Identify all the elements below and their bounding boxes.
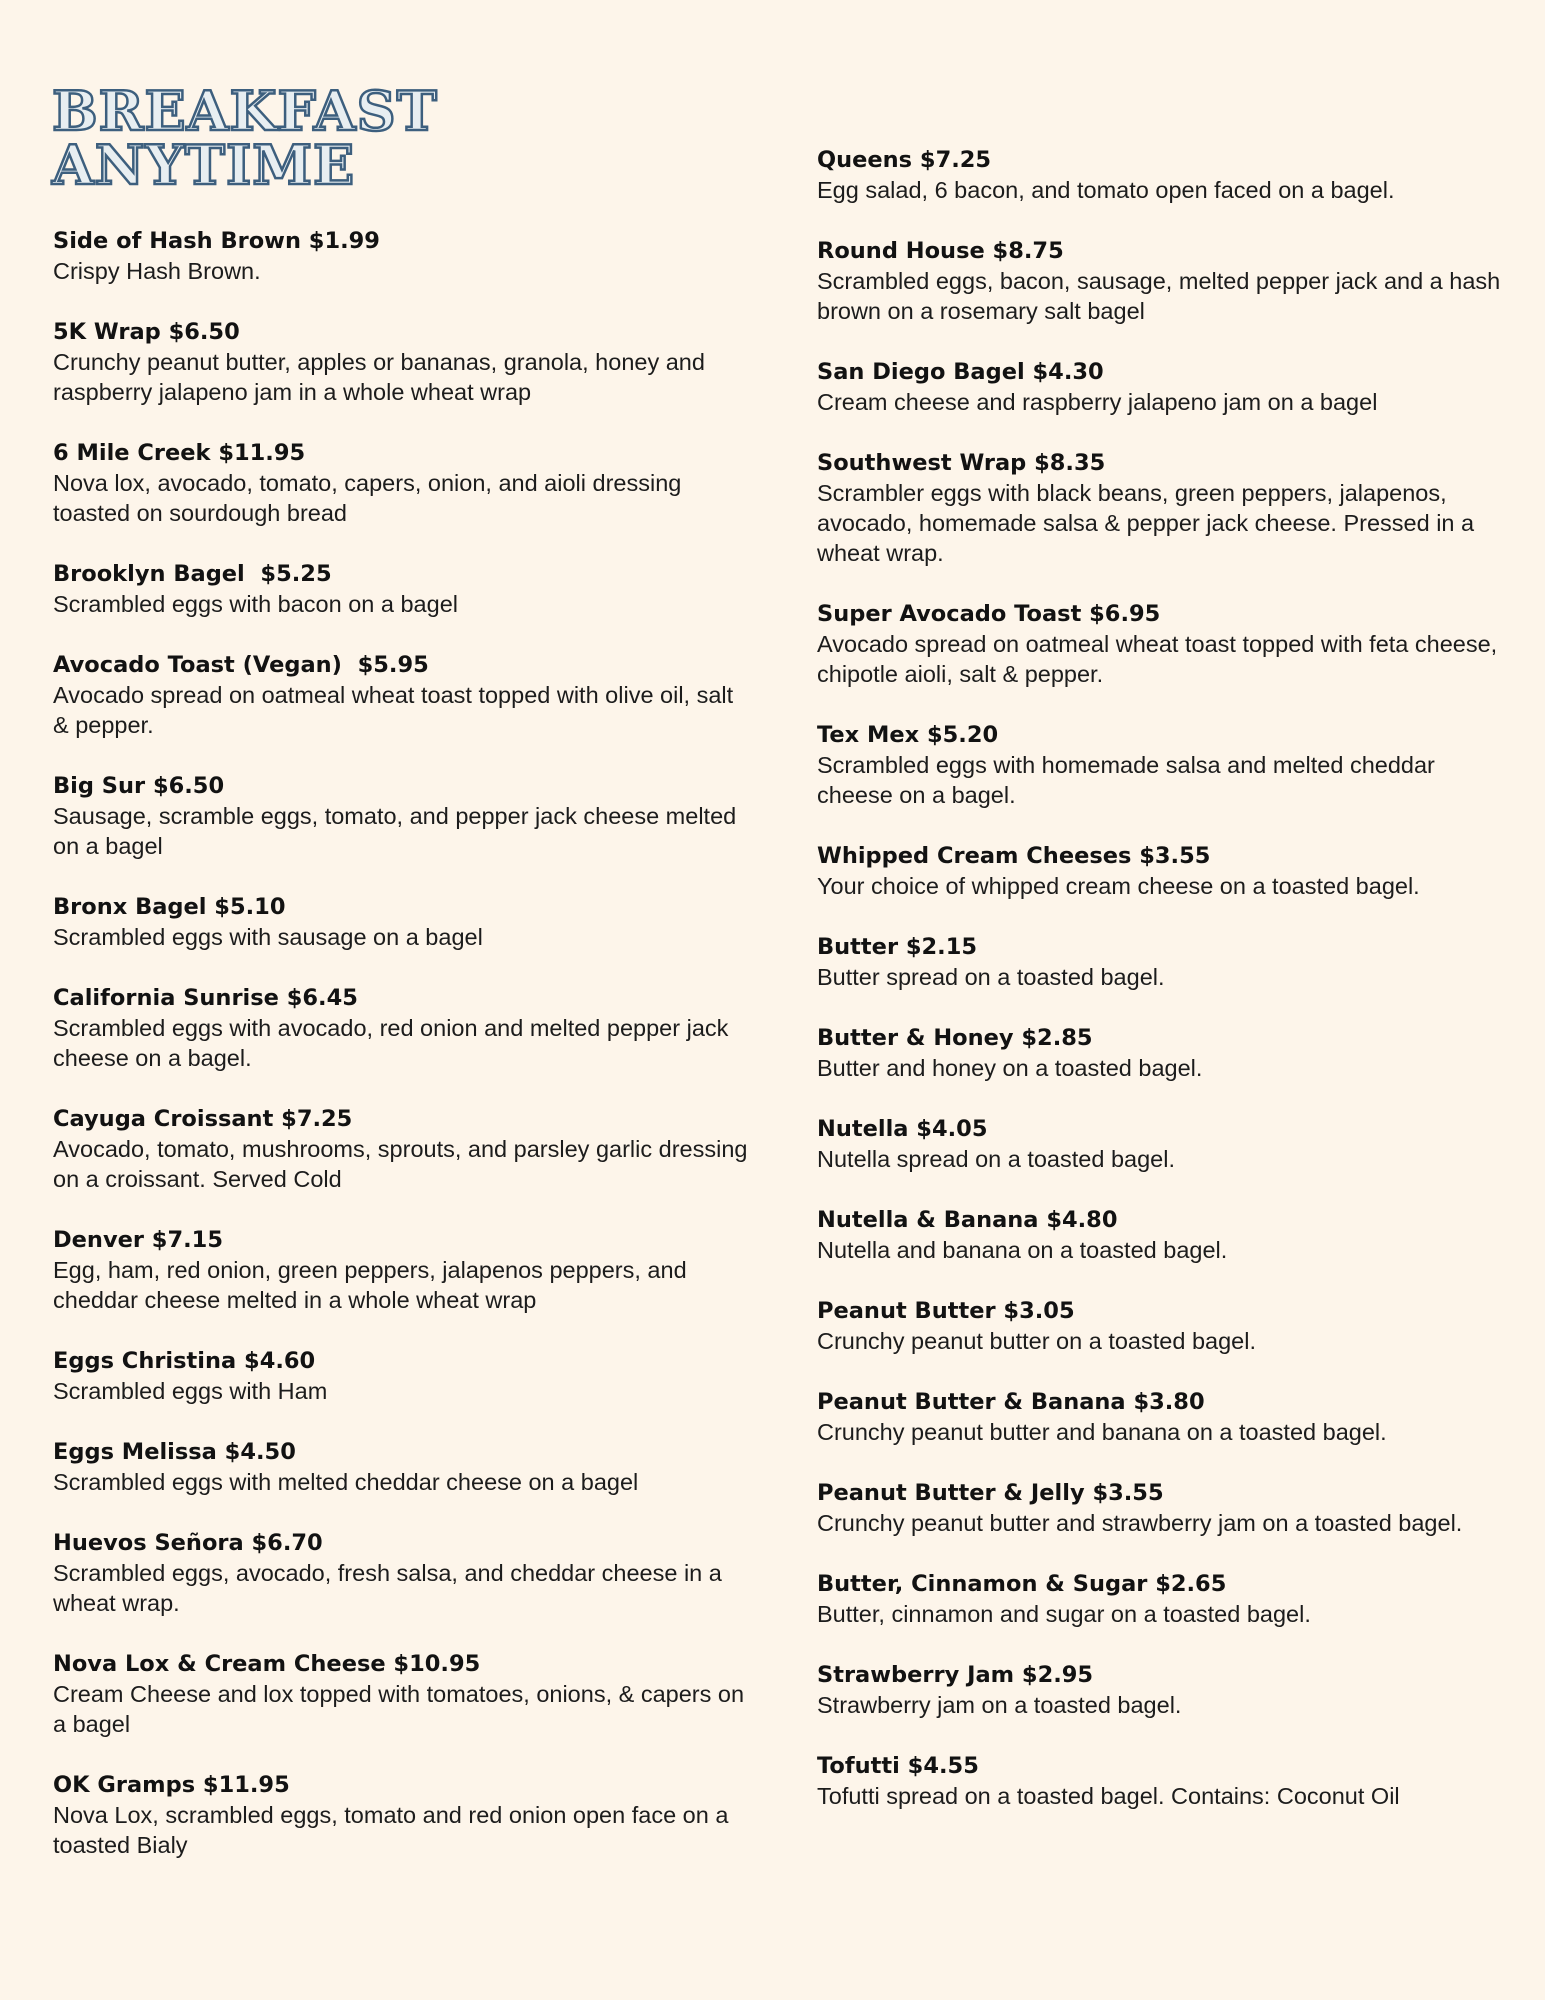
menu-item-description: Cream cheese and raspberry jalapeno jam on a bagel [817, 389, 1378, 415]
menu-item-name: Queens $7.25 [817, 147, 992, 173]
menu-item [817, 932, 1517, 992]
menu-item [53, 226, 753, 286]
menu-item-name: 5K Wrap $6.50 [53, 319, 240, 345]
menu-item-name: Huevos Señora $6.70 [53, 1530, 323, 1556]
menu-item [817, 1660, 1517, 1720]
menu-item-description: Strawberry jam on a toasted bagel. [817, 1692, 1182, 1718]
menu-item-name: Nova Lox & Cream Cheese $10.95 [53, 1651, 481, 1677]
menu-item-description: Scrambled eggs with Ham [53, 1378, 328, 1404]
menu-item-description: Scrambled eggs, bacon, sausage, melted pepper jack and a hash brown on a rosemary salt bagel [817, 268, 1501, 324]
menu-item-name: Butter & Honey $2.85 [817, 1025, 1093, 1051]
page-title [52, 79, 438, 197]
menu-item-description: Butter spread on a toasted bagel. [817, 964, 1165, 990]
menu-item-name: Big Sur $6.50 [53, 773, 225, 799]
menu-item-description: Egg salad, 6 bacon, and tomato open faced on a bagel. [817, 177, 1395, 203]
menu-item [817, 236, 1517, 326]
menu-item [53, 650, 753, 740]
menu-item [817, 1114, 1517, 1174]
menu-item [817, 1387, 1517, 1447]
menu-item [53, 1346, 753, 1406]
menu-item-description: Crunchy peanut butter and banana on a toasted bagel. [817, 1419, 1387, 1445]
page-title-line-1: BREAKFAST [52, 79, 438, 143]
menu-item-name: Butter $2.15 [817, 934, 978, 960]
menu-item [817, 1205, 1517, 1265]
menu-item [817, 357, 1517, 417]
menu-item-description: Avocado, tomato, mushrooms, sprouts, and parsley garlic dressing on a croissant. Served Cold [53, 1136, 748, 1192]
menu-item-description: Butter, cinnamon and sugar on a toasted bagel. [817, 1601, 1311, 1627]
menu-item-name: Brooklyn Bagel $5.25 [53, 561, 332, 587]
menu-item-description: Cream Cheese and lox topped with tomatoes, onions, & capers on a bagel [53, 1681, 745, 1737]
menu-item-name: Butter, Cinnamon & Sugar $2.65 [817, 1571, 1227, 1597]
menu-item [53, 1437, 753, 1497]
menu-column-right [817, 145, 1517, 1842]
menu-item-name: Denver $7.15 [53, 1227, 223, 1253]
menu-item [53, 1104, 753, 1194]
menu-item-name: Peanut Butter & Jelly $3.55 [817, 1480, 1164, 1506]
menu-item-name: Nutella & Banana $4.80 [817, 1207, 1118, 1233]
menu-item [817, 1569, 1517, 1629]
menu-item-description: Your choice of whipped cream cheese on a toasted bagel. [817, 873, 1420, 899]
menu-item-description: Sausage, scramble eggs, tomato, and pepper jack cheese melted on a bagel [53, 803, 737, 859]
menu-item [817, 448, 1517, 568]
menu-item-name: Tofutti $4.55 [817, 1753, 979, 1779]
menu-item [817, 720, 1517, 810]
menu-item-description: Scrambled eggs with bacon on a bagel [53, 591, 458, 617]
menu-item [53, 317, 753, 407]
menu-item-name: Peanut Butter $3.05 [817, 1298, 1075, 1324]
menu-item-name: Round House $8.75 [817, 238, 1064, 264]
menu-item [817, 599, 1517, 689]
menu-item-description: Crispy Hash Brown. [53, 258, 261, 284]
menu-item-description: Nova Lox, scrambled eggs, tomato and red onion open face on a toasted Bialy [53, 1802, 729, 1858]
menu-item [53, 1770, 753, 1860]
menu-item [817, 841, 1517, 901]
menu-item [53, 438, 753, 528]
menu-item-name: Strawberry Jam $2.95 [817, 1662, 1094, 1688]
menu-item-name: Super Avocado Toast $6.95 [817, 601, 1161, 627]
menu-item-description: Avocado spread on oatmeal wheat toast topped with olive oil, salt & pepper. [53, 682, 734, 738]
menu-item [53, 892, 753, 952]
menu-item-description: Crunchy peanut butter on a toasted bagel. [817, 1328, 1256, 1354]
menu-item [53, 1225, 753, 1315]
menu-item-name: Bronx Bagel $5.10 [53, 894, 286, 920]
menu-item-description: Tofutti spread on a toasted bagel. Contains: Coconut Oil [817, 1783, 1400, 1809]
menu-item [817, 1023, 1517, 1083]
menu-item-name: Nutella $4.05 [817, 1116, 988, 1142]
menu-item-description: Avocado spread on oatmeal wheat toast topped with feta cheese, chipotle aioli, salt & pepper. [817, 631, 1498, 687]
menu-item-description: Scrambled eggs with homemade salsa and melted cheddar cheese on a bagel. [817, 752, 1435, 808]
menu-item-name: California Sunrise $6.45 [53, 985, 358, 1011]
menu-item-name: Eggs Melissa $4.50 [53, 1439, 296, 1465]
menu-item [817, 145, 1517, 205]
menu-item [53, 983, 753, 1073]
menu-item [817, 1478, 1517, 1538]
menu-item [53, 559, 753, 619]
menu-item [53, 1649, 753, 1739]
menu-item-description: Crunchy peanut butter and strawberry jam on a toasted bagel. [817, 1510, 1463, 1536]
menu-item-description: Egg, ham, red onion, green peppers, jalapenos peppers, and cheddar cheese melted in a whole wheat wrap [53, 1257, 687, 1313]
menu-item-name: Southwest Wrap $8.35 [817, 450, 1106, 476]
menu-item-name: San Diego Bagel $4.30 [817, 359, 1104, 385]
menu-item-name: Avocado Toast (Vegan) $5.95 [53, 652, 429, 678]
menu-item [53, 1528, 753, 1618]
menu-item-description: Scrambled eggs with avocado, red onion and melted pepper jack cheese on a bagel. [53, 1015, 729, 1071]
menu-item-description: Butter and honey on a toasted bagel. [817, 1055, 1203, 1081]
menu-item [817, 1296, 1517, 1356]
menu-item-name: Tex Mex $5.20 [817, 722, 999, 748]
menu-item-description: Nutella spread on a toasted bagel. [817, 1146, 1175, 1172]
menu-item-name: Eggs Christina $4.60 [53, 1348, 316, 1374]
menu-item [53, 771, 753, 861]
menu-item-description: Scrambler eggs with black beans, green peppers, jalapenos, avocado, homemade salsa & pepper jack cheese. Pressed in a wheat wrap. [817, 480, 1475, 566]
menu-item-name: 6 Mile Creek $11.95 [53, 440, 306, 466]
menu-item-description: Nutella and banana on a toasted bagel. [817, 1237, 1228, 1263]
page-title-line-2: ANYTIME [52, 133, 356, 197]
menu-item-name: Peanut Butter & Banana $3.80 [817, 1389, 1205, 1415]
menu-item-name: Cayuga Croissant $7.25 [53, 1106, 353, 1132]
menu-item-name: Side of Hash Brown $1.99 [53, 228, 380, 254]
menu-item-description: Crunchy peanut butter, apples or bananas, granola, honey and raspberry jalapeno jam in a whole wheat wrap [53, 349, 705, 405]
menu-item-description: Nova lox, avocado, tomato, capers, onion, and aioli dressing toasted on sourdough bread [53, 470, 682, 526]
menu-item-name: Whipped Cream Cheeses $3.55 [817, 843, 1211, 869]
menu-column-left [53, 226, 753, 1891]
menu-item [817, 1751, 1517, 1811]
menu-item-description: Scrambled eggs with sausage on a bagel [53, 924, 483, 950]
menu-item-description: Scrambled eggs with melted cheddar cheese on a bagel [53, 1469, 639, 1495]
menu-item-description: Scrambled eggs, avocado, fresh salsa, and cheddar cheese in a wheat wrap. [53, 1560, 722, 1616]
menu-item-name: OK Gramps $11.95 [53, 1772, 290, 1798]
